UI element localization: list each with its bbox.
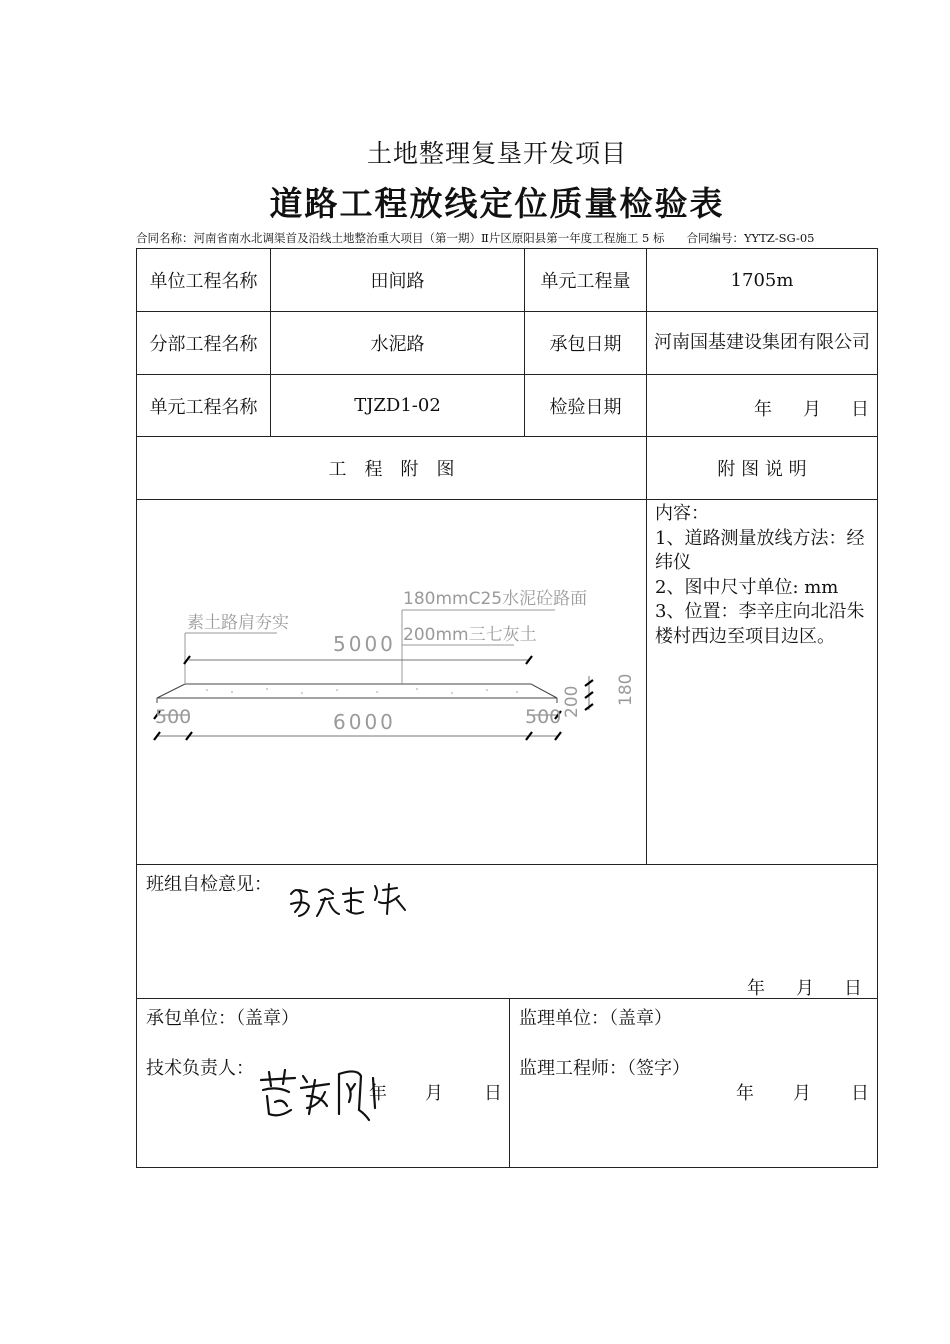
contract-code: 合同编号：YYTZ-SG-05	[686, 231, 815, 245]
dim-bottom: 6000	[333, 710, 396, 734]
form-title: 道路工程放线定位质量检验表	[269, 184, 725, 223]
dim-v2: 180	[616, 673, 636, 706]
notes-line-2: 1、道路测量放线方法：经纬仪	[655, 527, 865, 573]
shoulder-label: 素土路肩夯实	[187, 613, 289, 633]
dim-v1: 200	[562, 685, 582, 718]
inspect-date-year: 年	[754, 399, 772, 420]
inspect-date-label: 检验日期	[549, 396, 622, 418]
unit-project-value: 田间路	[370, 271, 425, 292]
road-cross-section-drawing	[137, 500, 646, 864]
dim-top: 5000	[333, 632, 396, 656]
surface-label: 180mmC25水泥砼路面	[403, 589, 588, 609]
self-check-handwriting	[285, 880, 415, 925]
engineer-year: 年	[736, 1083, 754, 1104]
notes-line-3: 2、图中尺寸单位: mm	[655, 576, 839, 598]
engineer-label: 监理工程师：（签字）	[519, 1058, 690, 1079]
inspect-date-day: 日	[851, 399, 869, 420]
tech-lead-signature	[255, 1066, 385, 1124]
tech-lead-label: 技术负责人：	[146, 1058, 254, 1079]
tech-lead-day: 日	[484, 1083, 502, 1104]
contractor-label: 承包单位：（盖章）	[146, 1008, 299, 1029]
project-title: 土地整理复垦开发项目	[366, 139, 627, 168]
notes-line-4: 3、位置：李辛庄向北沿朱楼村西边至项目边区。	[655, 601, 865, 647]
self-check-day: 日	[844, 978, 862, 999]
sub-project-label: 分部工程名称	[149, 334, 258, 355]
sub-project-value: 水泥路	[370, 334, 425, 355]
engineer-day: 日	[851, 1083, 869, 1104]
tech-lead-month: 月	[425, 1083, 443, 1104]
contract-date-label: 承包日期	[549, 334, 622, 355]
base-label: 200mm三七灰土	[403, 625, 537, 645]
contract-name: 合同名称：河南省南水北调渠首及沿线土地整治重大项目（第一期）Ⅱ片区原阳县第一年度工程施工 5 标	[136, 231, 665, 245]
supervisor-label: 监理单位：（盖章）	[519, 1008, 672, 1029]
self-check-label: 班组自检意见：	[146, 874, 272, 895]
self-check-year: 年	[747, 978, 765, 999]
engineer-month: 月	[793, 1083, 811, 1104]
notes-text	[655, 502, 873, 649]
notes-line-1: 内容：	[655, 503, 709, 524]
dim-left: 500	[155, 706, 192, 728]
contract-date-value: 河南国基建设集团有限公司	[654, 332, 870, 353]
element-name-label: 单元工程名称	[149, 396, 258, 418]
contract-line	[136, 230, 814, 246]
unit-quantity-value: 1705m	[730, 269, 794, 291]
inspect-date-month: 月	[803, 399, 821, 420]
notes-header: 附 图 说 明	[717, 459, 807, 480]
self-check-month: 月	[796, 978, 814, 999]
element-name-value: TJZD1-02	[354, 395, 441, 416]
dim-right: 500	[525, 706, 562, 728]
drawing-header: 工 程 附 图	[328, 459, 455, 480]
unit-project-label: 单位工程名称	[149, 271, 258, 292]
unit-quantity-label: 单元工程量	[540, 271, 631, 292]
tech-lead-year: 年	[369, 1083, 387, 1104]
